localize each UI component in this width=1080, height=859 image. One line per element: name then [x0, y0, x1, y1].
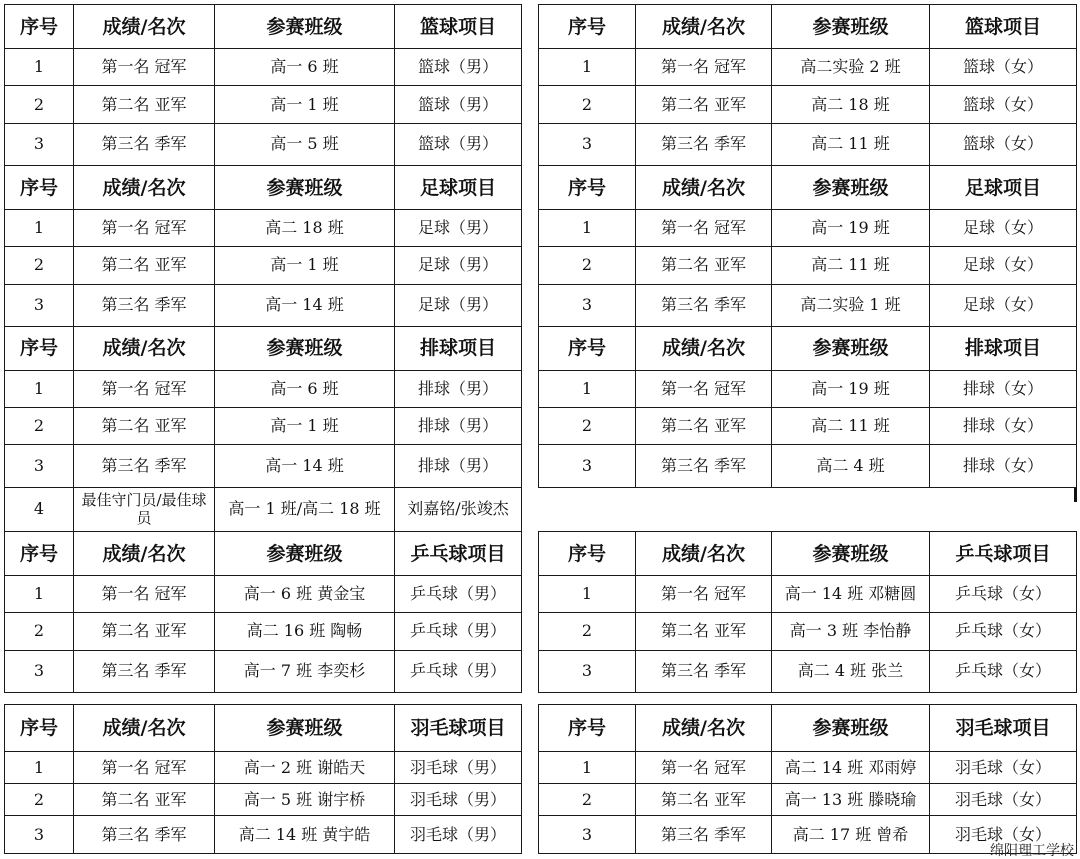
class-header: 参赛班级	[215, 531, 395, 575]
class-header: 参赛班级	[772, 5, 930, 49]
class-cell: 高一 6 班 黄金宝	[215, 576, 395, 613]
gap	[522, 445, 539, 487]
seq-header: 序号	[539, 531, 636, 575]
football-header: 足球项目	[395, 165, 522, 209]
rank-cell: 第二名 亚军	[636, 408, 772, 445]
gap	[522, 326, 539, 370]
rank-cell: 第三名 季军	[636, 445, 772, 487]
item-cell: 乒乓球（女）	[930, 613, 1077, 650]
class-cell: 高一 19 班	[772, 210, 930, 247]
table-row	[5, 752, 1077, 784]
rank-cell: 第二名 亚军	[74, 784, 215, 816]
seq-header: 序号	[5, 165, 74, 209]
rank-header: 成绩/名次	[636, 705, 772, 752]
volleyball-header-row	[5, 326, 1077, 370]
table-row	[5, 371, 1077, 408]
seq-cell: 3	[5, 284, 74, 326]
class-cell: 高二 14 班 邓雨婷	[772, 752, 930, 784]
class-header: 参赛班级	[215, 326, 395, 370]
results-table-main	[4, 4, 1077, 693]
item-cell: 羽毛球（男）	[395, 752, 522, 784]
seq-header: 序号	[539, 326, 636, 370]
badminton-header: 羽毛球项目	[395, 705, 522, 752]
class-cell: 高一 1 班	[215, 408, 395, 445]
class-header: 参赛班级	[215, 5, 395, 49]
class-cell: 高一 2 班 谢皓天	[215, 752, 395, 784]
gap	[522, 613, 539, 650]
seq-cell: 3	[5, 816, 74, 854]
class-cell: 高二 18 班	[215, 210, 395, 247]
class-cell: 高二 4 班	[772, 445, 930, 487]
item-cell: 足球（男）	[395, 247, 522, 284]
seq-cell: 1	[539, 752, 636, 784]
football-header: 足球项目	[930, 165, 1077, 209]
item-cell: 足球（男）	[395, 284, 522, 326]
table-row	[5, 210, 1077, 247]
rank-cell: 第三名 季军	[636, 650, 772, 692]
school-watermark: 绵阳理工学校	[990, 843, 1074, 859]
seq-cell: 1	[539, 210, 636, 247]
seq-cell: 2	[539, 247, 636, 284]
rank-cell: 第三名 季军	[636, 123, 772, 165]
class-cell: 高一 1 班	[215, 86, 395, 123]
rank-header: 成绩/名次	[74, 326, 215, 370]
class-header: 参赛班级	[215, 165, 395, 209]
item-cell: 排球（男）	[395, 445, 522, 487]
player-cell: 刘嘉铭/张竣杰	[395, 487, 522, 531]
seq-cell: 1	[5, 49, 74, 86]
class-cell: 高一 19 班	[772, 371, 930, 408]
seq-cell: 3	[539, 816, 636, 854]
rank-cell: 第二名 亚军	[74, 613, 215, 650]
rank-cell: 第一名 冠军	[636, 576, 772, 613]
seq-cell: 2	[5, 86, 74, 123]
class-cell: 高二 11 班	[772, 123, 930, 165]
football-header-row	[5, 165, 1077, 209]
gap	[522, 210, 539, 247]
item-cell: 篮球（男）	[395, 86, 522, 123]
rank-header: 成绩/名次	[636, 326, 772, 370]
rank-header: 成绩/名次	[636, 5, 772, 49]
class-cell: 高一 14 班 邓糖圆	[772, 576, 930, 613]
gap	[522, 752, 539, 784]
class-cell: 高二 17 班 曾希	[772, 816, 930, 854]
item-cell: 羽毛球（女）	[930, 752, 1077, 784]
seq-cell: 3	[539, 650, 636, 692]
rank-cell: 第二名 亚军	[636, 784, 772, 816]
pingpong-header: 乒乓球项目	[930, 531, 1077, 575]
rank-header: 成绩/名次	[74, 165, 215, 209]
seq-cell: 1	[539, 576, 636, 613]
class-cell: 高二 4 班 张兰	[772, 650, 930, 692]
rank-cell: 第一名 冠军	[636, 49, 772, 86]
item-cell: 篮球（男）	[395, 123, 522, 165]
class-cell: 高一 7 班 李奕杉	[215, 650, 395, 692]
empty-cell	[539, 487, 636, 531]
rank-cell: 第三名 季军	[74, 445, 215, 487]
gap	[522, 123, 539, 165]
gap	[522, 49, 539, 86]
seq-cell: 3	[5, 650, 74, 692]
gap	[522, 165, 539, 209]
seq-cell: 3	[5, 123, 74, 165]
seq-cell: 1	[5, 371, 74, 408]
table-row	[5, 49, 1077, 86]
basketball-header: 篮球项目	[395, 5, 522, 49]
rank-cell: 第二名 亚军	[636, 247, 772, 284]
class-cell: 高一 5 班	[215, 123, 395, 165]
table-row	[5, 784, 1077, 816]
rank-header: 成绩/名次	[74, 531, 215, 575]
seq-header: 序号	[539, 5, 636, 49]
item-cell: 排球（女）	[930, 371, 1077, 408]
empty-cell	[772, 487, 930, 531]
empty-cell	[930, 487, 1077, 531]
class-cell: 高二实验 1 班	[772, 284, 930, 326]
item-cell: 羽毛球（男）	[395, 784, 522, 816]
class-cell: 高一 14 班	[215, 445, 395, 487]
rank-cell: 第二名 亚军	[636, 613, 772, 650]
seq-cell: 3	[539, 123, 636, 165]
gap	[522, 487, 539, 531]
item-cell: 排球（女）	[930, 445, 1077, 487]
empty-cell	[636, 487, 772, 531]
item-cell: 乒乓球（女）	[930, 576, 1077, 613]
class-cell: 高一 6 班	[215, 371, 395, 408]
seq-cell: 4	[5, 487, 74, 531]
class-cell: 高一 6 班	[215, 49, 395, 86]
seq-cell: 1	[5, 576, 74, 613]
table-row	[5, 123, 1077, 165]
table-row	[5, 408, 1077, 445]
rank-cell: 第一名 冠军	[636, 371, 772, 408]
class-header: 参赛班级	[772, 165, 930, 209]
rank-cell: 第一名 冠军	[74, 576, 215, 613]
item-cell: 足球（女）	[930, 284, 1077, 326]
gap	[522, 816, 539, 854]
rank-cell: 最佳守门员/最佳球员	[74, 487, 215, 531]
gap	[522, 650, 539, 692]
rank-cell: 第一名 冠军	[74, 49, 215, 86]
class-cell: 高二实验 2 班	[772, 49, 930, 86]
badminton-header: 羽毛球项目	[930, 705, 1077, 752]
badminton-header-row	[5, 705, 1077, 752]
volleyball-header: 排球项目	[930, 326, 1077, 370]
seq-header: 序号	[539, 165, 636, 209]
table-row	[5, 247, 1077, 284]
item-cell: 足球（女）	[930, 247, 1077, 284]
gap	[522, 5, 539, 49]
volleyball-header: 排球项目	[395, 326, 522, 370]
seq-cell: 2	[5, 408, 74, 445]
rank-cell: 第一名 冠军	[636, 752, 772, 784]
seq-header: 序号	[5, 5, 74, 49]
pingpong-header-row	[5, 531, 1077, 575]
class-header: 参赛班级	[772, 326, 930, 370]
class-header: 参赛班级	[215, 705, 395, 752]
rank-header: 成绩/名次	[74, 705, 215, 752]
basketball-header: 篮球项目	[930, 5, 1077, 49]
rank-cell: 第二名 亚军	[74, 247, 215, 284]
item-cell: 篮球（女）	[930, 86, 1077, 123]
item-cell: 羽毛球（男）	[395, 816, 522, 854]
rank-cell: 第一名 冠军	[636, 210, 772, 247]
class-cell: 高一 1 班	[215, 247, 395, 284]
seq-cell: 2	[539, 613, 636, 650]
seq-cell: 2	[5, 784, 74, 816]
item-cell: 羽毛球（女）	[930, 784, 1077, 816]
rank-cell: 第三名 季军	[74, 123, 215, 165]
item-cell: 篮球（女）	[930, 49, 1077, 86]
seq-cell: 1	[539, 371, 636, 408]
gap	[522, 86, 539, 123]
rank-cell: 第二名 亚军	[636, 86, 772, 123]
item-cell: 排球（男）	[395, 371, 522, 408]
class-cell: 高二 18 班	[772, 86, 930, 123]
seq-header: 序号	[539, 705, 636, 752]
table-row-best-players	[5, 487, 1077, 531]
rank-cell: 第三名 季军	[74, 816, 215, 854]
gap	[522, 408, 539, 445]
seq-header: 序号	[5, 531, 74, 575]
item-cell: 羽毛球（女）	[930, 816, 1077, 854]
seq-cell: 3	[539, 284, 636, 326]
rank-cell: 第一名 冠军	[74, 752, 215, 784]
seq-cell: 3	[539, 445, 636, 487]
seq-cell: 2	[5, 613, 74, 650]
rank-cell: 第三名 季军	[636, 816, 772, 854]
item-cell: 篮球（女）	[930, 123, 1077, 165]
basketball-header-row	[5, 5, 1077, 49]
gap	[522, 284, 539, 326]
table-row	[5, 816, 1077, 854]
item-cell: 乒乓球（女）	[930, 650, 1077, 692]
results-table-badminton	[4, 704, 1077, 854]
class-cell: 高二 16 班 陶畅	[215, 613, 395, 650]
rank-cell: 第二名 亚军	[74, 86, 215, 123]
seq-cell: 2	[539, 784, 636, 816]
gap	[522, 531, 539, 575]
item-cell: 乒乓球（男）	[395, 650, 522, 692]
seq-cell: 1	[5, 752, 74, 784]
rank-cell: 第二名 亚军	[74, 408, 215, 445]
pingpong-header: 乒乓球项目	[395, 531, 522, 575]
rank-header: 成绩/名次	[74, 5, 215, 49]
class-cell: 高二 11 班	[772, 408, 930, 445]
table-row	[5, 613, 1077, 650]
rank-header: 成绩/名次	[636, 165, 772, 209]
table-row	[5, 86, 1077, 123]
class-cell: 高一 13 班 滕晓瑜	[772, 784, 930, 816]
item-cell: 足球（男）	[395, 210, 522, 247]
class-cell: 高一 14 班	[215, 284, 395, 326]
class-cell: 高一 1 班/高二 18 班	[215, 487, 395, 531]
gap	[522, 576, 539, 613]
class-cell: 高二 14 班 黄宇皓	[215, 816, 395, 854]
gap	[522, 705, 539, 752]
seq-cell: 2	[539, 408, 636, 445]
item-cell: 乒乓球（男）	[395, 576, 522, 613]
class-header: 参赛班级	[772, 531, 930, 575]
table-row	[5, 284, 1077, 326]
item-cell: 排球（男）	[395, 408, 522, 445]
seq-cell: 1	[539, 49, 636, 86]
class-cell: 高二 11 班	[772, 247, 930, 284]
item-cell: 足球（女）	[930, 210, 1077, 247]
item-cell: 篮球（男）	[395, 49, 522, 86]
table-row	[5, 650, 1077, 692]
gap	[522, 784, 539, 816]
item-cell: 乒乓球（男）	[395, 613, 522, 650]
rank-header: 成绩/名次	[636, 531, 772, 575]
item-cell: 排球（女）	[930, 408, 1077, 445]
rank-cell: 第三名 季军	[636, 284, 772, 326]
edge-mark	[1074, 488, 1077, 502]
seq-cell: 3	[5, 445, 74, 487]
seq-header: 序号	[5, 705, 74, 752]
gap	[522, 247, 539, 284]
class-cell: 高一 5 班 谢宇桥	[215, 784, 395, 816]
rank-cell: 第三名 季军	[74, 650, 215, 692]
rank-cell: 第三名 季军	[74, 284, 215, 326]
seq-cell: 2	[5, 247, 74, 284]
class-cell: 高一 3 班 李怡静	[772, 613, 930, 650]
rank-cell: 第一名 冠军	[74, 371, 215, 408]
table-row	[5, 576, 1077, 613]
seq-cell: 2	[539, 86, 636, 123]
gap	[522, 371, 539, 408]
table-row	[5, 445, 1077, 487]
class-header: 参赛班级	[772, 705, 930, 752]
seq-cell: 1	[5, 210, 74, 247]
rank-cell: 第一名 冠军	[74, 210, 215, 247]
seq-header: 序号	[5, 326, 74, 370]
